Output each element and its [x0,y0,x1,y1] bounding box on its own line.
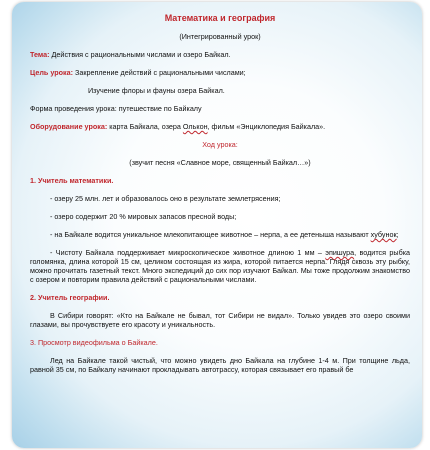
fact-3-misspelled-word: хубунок [370,230,397,239]
section-2-heading: 2. Учитель географии. [30,293,110,302]
equipment-text-b: , фильм «Энциклопедия Байкала». [207,122,326,131]
song-line: (звучит песня «Славное море, священный Байкал…») [129,158,311,167]
fact-4-misspelled-word: эпишура [325,248,355,257]
section-1-fact-3 [30,230,410,239]
goal-line-2: Изучение флоры и фауны озера Байкал. [88,86,225,95]
fact-4-text-a: - Чистоту Байкала поддерживает микроскопическое животное длиною 1 мм – [50,248,326,257]
goal-line [30,68,410,77]
section-1-fact-2: - озеро содержит 20 % мировых запасов пресной воды; [50,212,237,221]
course-heading: Ход урока: [202,140,238,149]
document-page [12,2,422,448]
section-1-fact-1: - озеру 25 млн. лет и образовалось оно в результате землетрясения; [50,194,281,203]
fact-3-text-b: ; [396,230,399,239]
equipment-label: Оборудование урока: [30,122,108,131]
document-subtitle: (Интегрированный урок) [179,32,261,41]
section-3-heading: 3. Просмотр видеофильма о Байкале. [30,338,158,347]
topic-line [30,50,410,59]
section-3-paragraph: Лед на Байкале такой чистый, что можно увидеть дно Байкала на глубине 1-4 м. При толщине льда, равной 35 см, по Байкалу начинают прокладывать автотрассу, которая связывает его правый бе [30,356,410,374]
document-body [30,13,410,383]
equipment-text-a: карта Байкала, озера [107,122,183,131]
section-1-fact-4 [30,248,410,284]
form-line: Форма проведения урока: путешествие по Байкалу [30,104,202,113]
document-title: Математика и география [164,13,276,23]
topic-text: Действия с рациональными числами и озеро Байкал. [49,50,231,59]
goal-label: Цель урока: [30,68,73,77]
fact-4-text-b: , водится рыбка голомянка, длина которой 15 см, целиком состоящая из жира, которой питается нерпа. Глядя сквозь эту рыбку, можно прочитать газетный текст. Много экспедиций до сих пор изучают Байкал. Мы тоже продолжим знакомство с озером и повторим правила действий с рациональными числами. [30,248,410,284]
section-1-heading: 1. Учитель математики. [30,176,114,185]
equipment-line [30,122,410,131]
topic-label: Тема: [30,50,50,59]
section-2-paragraph: В Сибири говорят: «Кто на Байкале не бывал, тот Сибири не видал». Только увидев это озеро своими глазами, вы прочувствуете его красоту и уникальность. [30,311,410,329]
goal-text: Закрепление действий с рациональными числами; [73,68,246,77]
equipment-misspelled-word: Олькон [182,122,208,131]
fact-3-text-a: - на Байкале водится уникальное млекопитающее животное – нерпа, а ее детеныша называют [50,230,371,239]
